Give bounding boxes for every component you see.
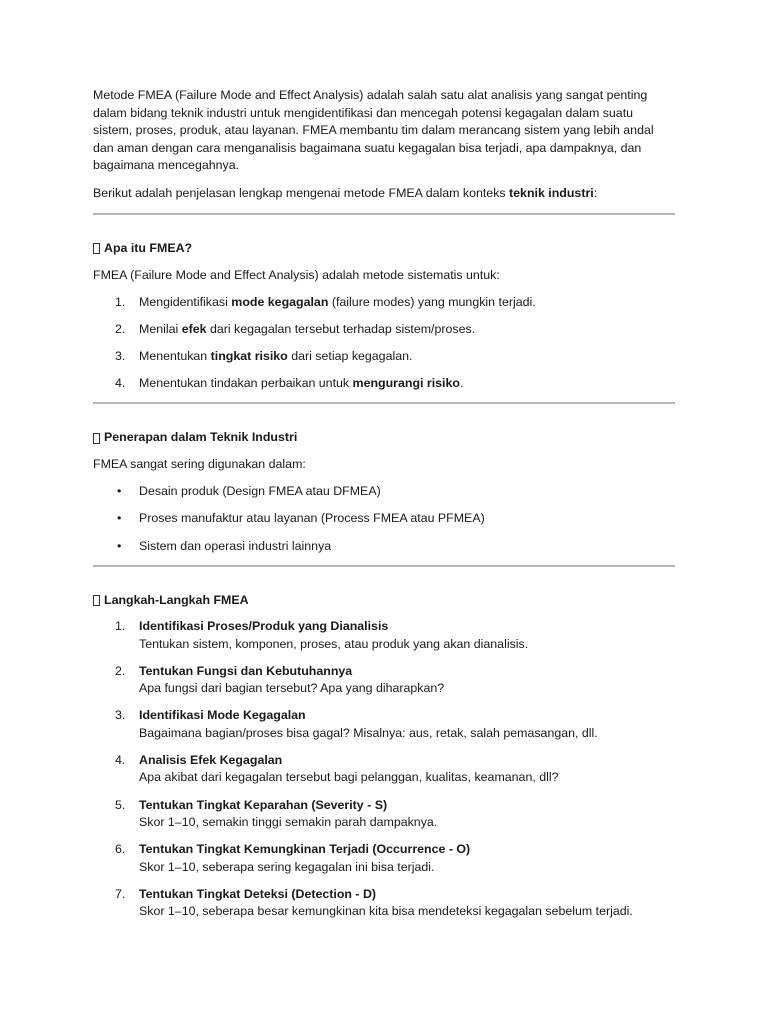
list-item: 3. Menentukan tingkat risiko dari setiap kegagalan. (115, 349, 413, 364)
step-item: 7. Tentukan Tingkat Deteksi (Detection - D) Skor 1–10, seberapa besar kemungkinan kita bisa mendeteksi kegagalan sebelum terjadi. (115, 886, 633, 919)
section-heading-what-is-fmea: Apa itu FMEA? (93, 240, 675, 258)
list-item: 1. Mengidentifikasi mode kegagalan (failure modes) yang mungkin terjadi. (115, 295, 536, 309)
fmea-purpose-list (93, 294, 675, 393)
list-item: 2. Menilai efek dari kegagalan tersebut terhadap sistem/proses. (115, 322, 476, 337)
step-item: 3. Identifikasi Mode Kegagalan Bagaimana bagian/proses bisa gagal? Misalnya: aus, retak, salah pemasangan, dll. (115, 708, 598, 740)
missing-glyph-icon (93, 243, 100, 254)
list-item: • Desain produk (Design FMEA atau DFMEA) (93, 483, 675, 501)
application-bullet-list (93, 483, 675, 555)
document-content (93, 87, 675, 930)
step-item: 5. Tentukan Tingkat Keparahan (Severity - S) Skor 1–10, semakin tinggi semakin parah dampaknya. (115, 797, 438, 830)
section-heading-steps: Langkah-Langkah FMEA (93, 592, 675, 610)
divider (93, 565, 675, 567)
step-item: 6. Tentukan Tingkat Kemungkinan Terjadi (Occurrence - O) Skor 1–10, seberapa sering kegagalan ini bisa terjadi. (115, 842, 471, 874)
missing-glyph-icon (93, 595, 100, 606)
intro-paragraph: Metode FMEA (Failure Mode and Effect Analysis) adalah salah satu alat analisis yang sangat penting dalam bidang teknik industri untuk mengidentifikasi dan mencegah potensi kegagalan dalam suatu sistem, proses, produk, atau layanan. FMEA membantu tim dalam merancang sistem yang lebih andal dan aman dengan cara menganalisis bagaimana suatu kegagalan bisa terjadi, apa dampaknya, dan bagaimana mencegahnya. (93, 88, 654, 172)
list-item: • Proses manufaktur atau layanan (Process FMEA atau PFMEA) (93, 510, 675, 528)
bullet-icon: • (117, 538, 122, 553)
divider (93, 402, 675, 404)
fmea-steps-list (93, 618, 675, 921)
divider (93, 213, 675, 215)
intro-context-line: Berikut adalah penjelasan lengkap mengenai metode FMEA dalam konteks teknik industri: (93, 185, 598, 200)
step-item: 1. Identifikasi Proses/Produk yang Dianalisis Tentukan sistem, komponen, proses, atau produk yang akan dianalisis. (115, 619, 529, 651)
section1-lead: FMEA (Failure Mode and Effect Analysis) adalah metode sistematis untuk: (93, 267, 500, 282)
missing-glyph-icon (93, 433, 100, 444)
list-item: • Sistem dan operasi industri lainnya (93, 538, 675, 556)
step-item: 4. Analisis Efek Kegagalan Apa akibat dari kegagalan tersebut bagi pelanggan, kualitas, keamanan, dll? (115, 752, 559, 785)
section-heading-application: Penerapan dalam Teknik Industri (93, 429, 675, 447)
list-item: 4. Menentukan tindakan perbaikan untuk mengurangi risiko. (115, 376, 464, 391)
section2-lead: FMEA sangat sering digunakan dalam: (93, 456, 306, 471)
bullet-icon: • (117, 511, 122, 526)
step-item: 2. Tentukan Fungsi dan Kebutuhannya Apa fungsi dari bagian tersebut? Apa yang diharapkan? (115, 663, 445, 696)
bullet-icon: • (117, 484, 122, 499)
